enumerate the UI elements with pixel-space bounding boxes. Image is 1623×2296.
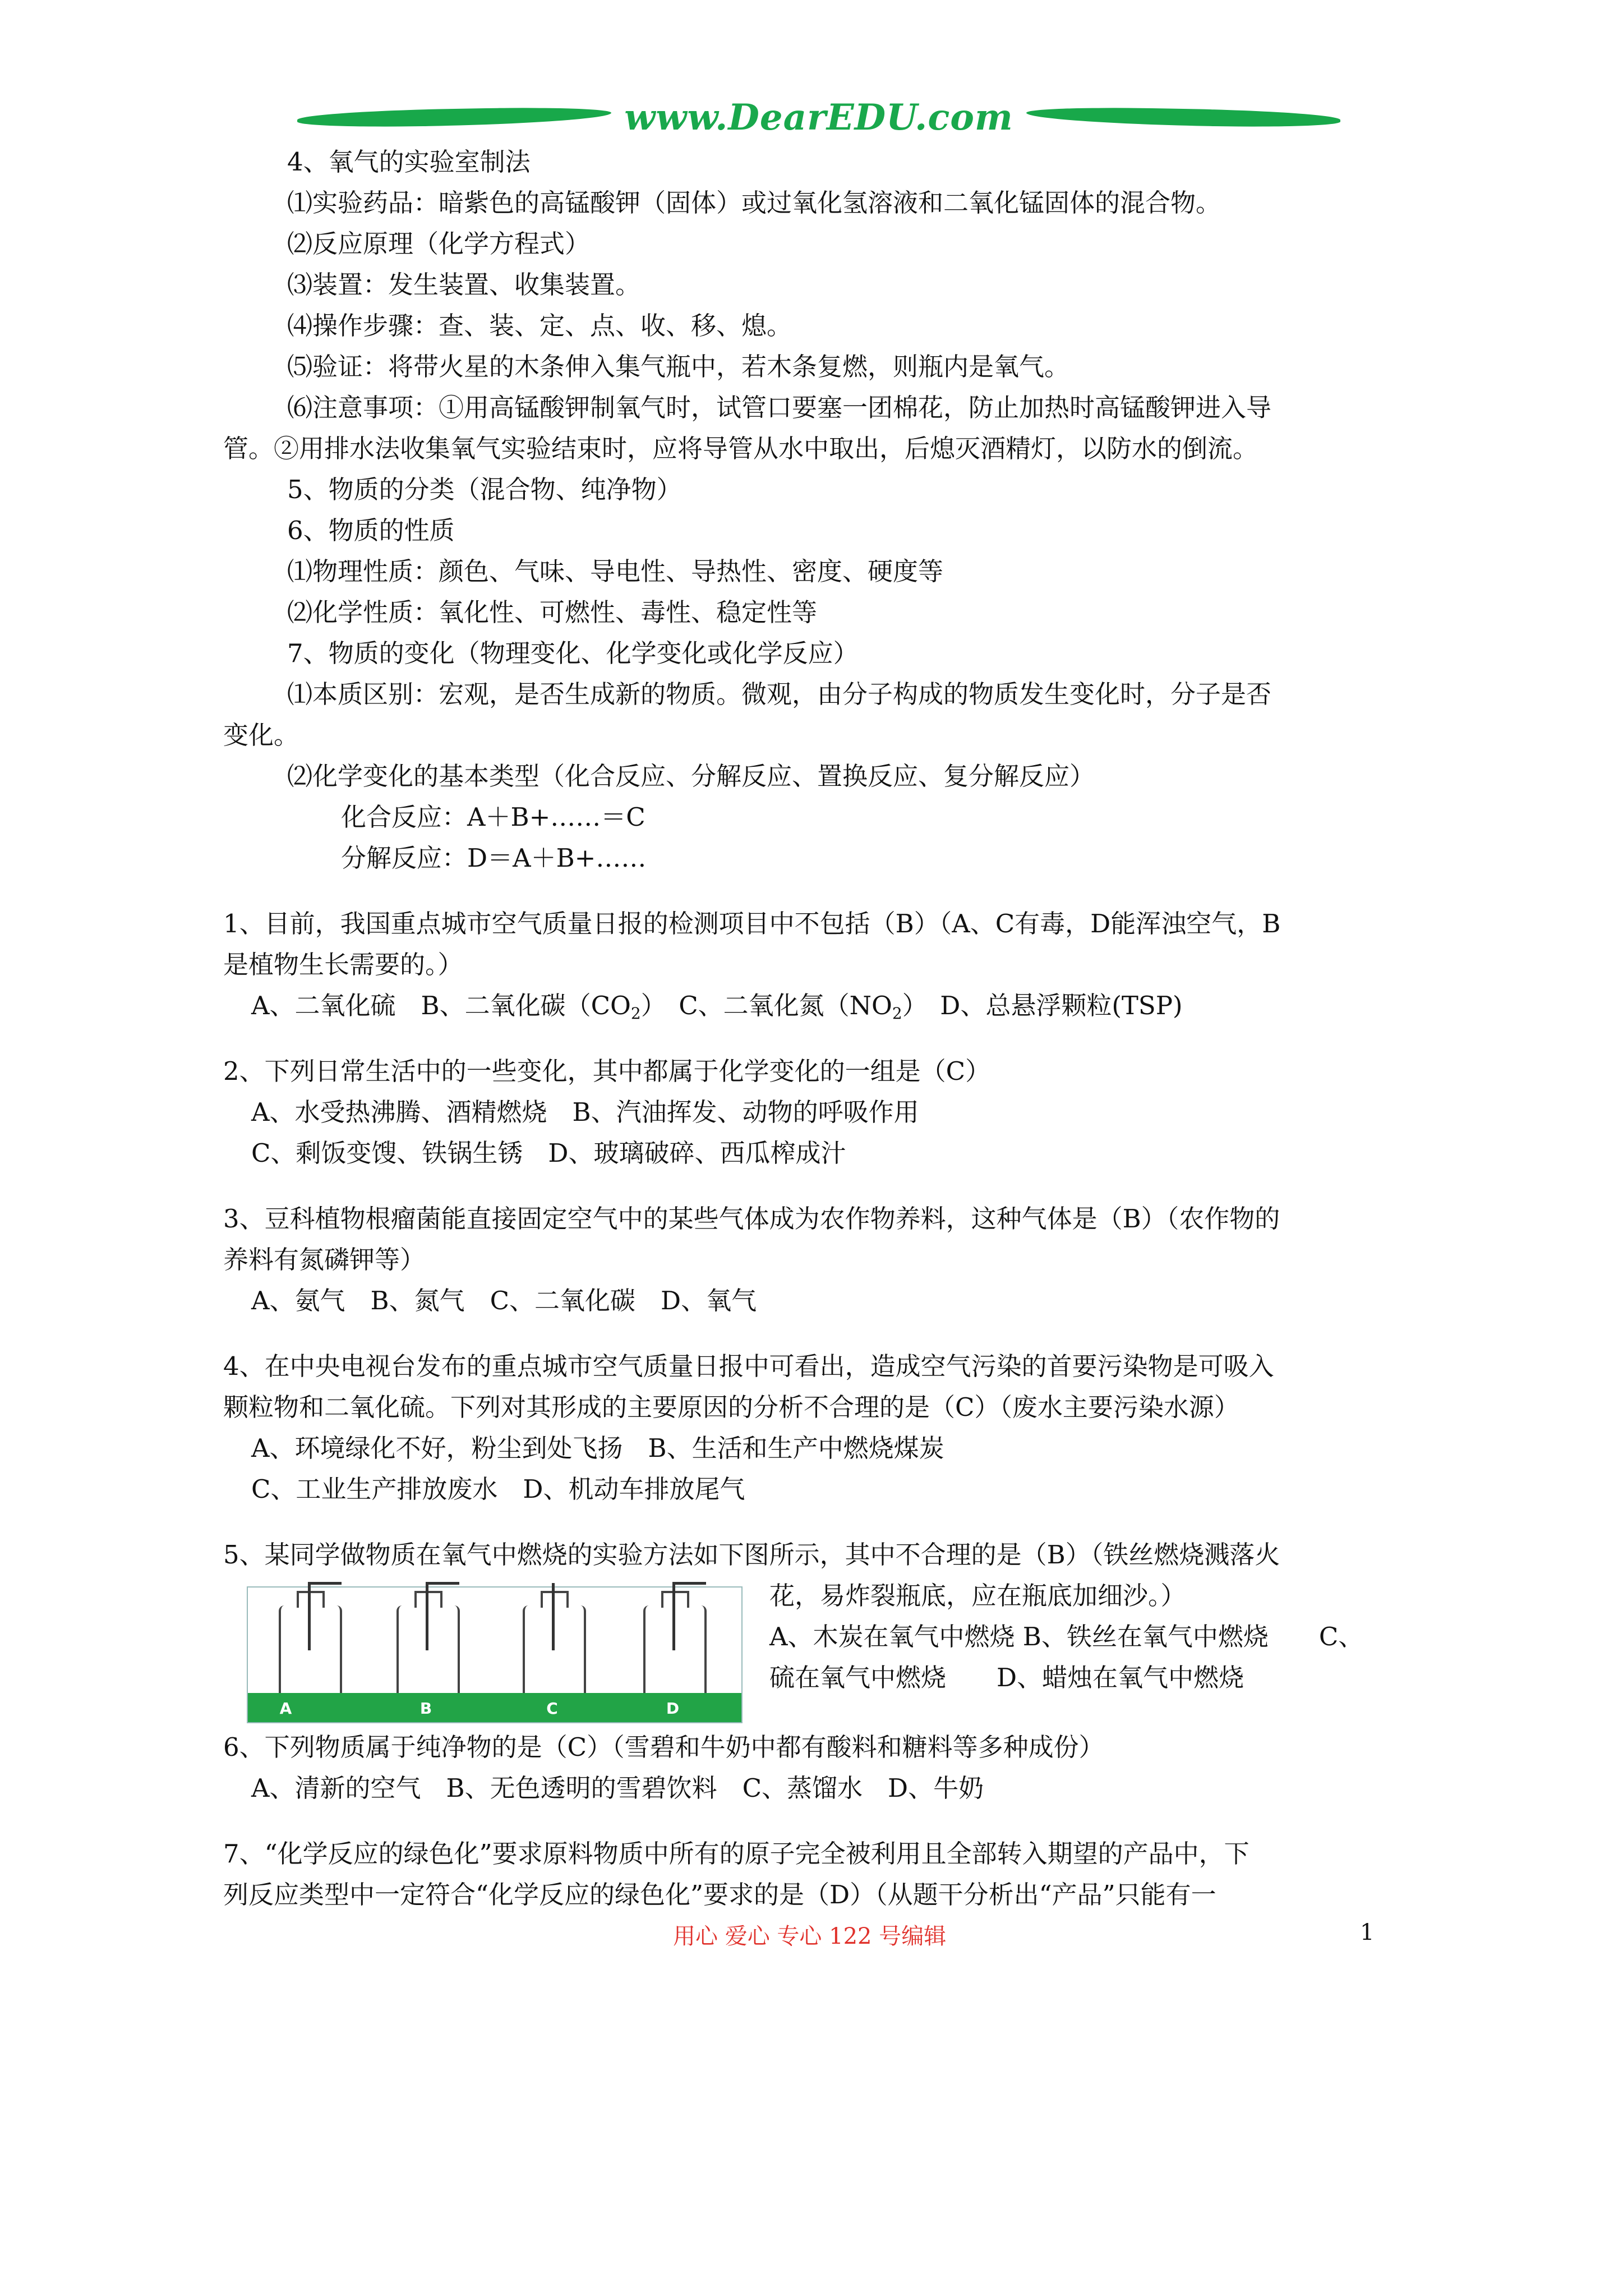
text-line: ⑶装置：发生装置、收集装置。 xyxy=(287,270,641,300)
site-logo[interactable]: www.DearEDU.com xyxy=(624,96,1013,139)
figure-label-b: B xyxy=(419,1699,432,1718)
question-4-cont: 颗粒物和二氧化硫。下列对其形成的主要原因的分析不合理的是（C）（废水主要污染水源） xyxy=(223,1392,1239,1422)
question-2-options: C、剩饭变馊、铁锅生锈 D、玻璃破碎、西瓜榨成汁 xyxy=(251,1138,846,1168)
question-2-options: A、水受热沸腾、酒精燃烧 B、汽油挥发、动物的呼吸作用 xyxy=(251,1097,919,1127)
bottle-c-icon xyxy=(523,1605,586,1702)
option-text: ） C、二氧化氮（NO xyxy=(640,991,892,1020)
bottle-d-icon xyxy=(643,1605,707,1702)
header-swoosh-left xyxy=(297,106,611,128)
question-3-options: A、氨气 B、氮气 C、二氧化碳 D、氧气 xyxy=(251,1286,757,1315)
text-line: ⑴物理性质：颜色、气味、导电性、导热性、密度、硬度等 xyxy=(287,556,944,586)
text-line: 管。②用排水法收集氧气实验结束时，应将导管从水中取出，后熄灭酒精灯，以防水的倒流。 xyxy=(223,434,1258,463)
section-heading: 4、氧气的实验室制法 xyxy=(287,147,531,177)
figure-label-d: D xyxy=(666,1699,680,1718)
question-4-options: C、工业生产排放废水 D、机动车排放尾气 xyxy=(251,1474,745,1504)
formula-line: 分解反应：D＝A＋B+…… xyxy=(341,843,647,873)
section-heading: 7、物质的变化（物理变化、化学变化或化学反应） xyxy=(287,638,859,668)
figure-label-c: C xyxy=(546,1699,558,1718)
option-text: ） D、总悬浮颗粒(TSP) xyxy=(902,991,1183,1020)
question-7: 7、“化学反应的绿色化”要求原料物质中所有的原子完全被利用且全部转入期望的产品中，下 xyxy=(223,1839,1249,1869)
question-1: 1、目前，我国重点城市空气质量日报的检测项目中不包括（B）（A、C有毒，D能浑浊空气，B xyxy=(223,909,1281,938)
text-line: ⑵化学变化的基本类型（化合反应、分解反应、置换反应、复分解反应） xyxy=(287,761,1095,791)
text-line: ⑹注意事项：①用高锰酸钾制氧气时，试管口要塞一团棉花，防止加热时高锰酸钾进入导 xyxy=(287,393,1272,422)
text-line: ⑵反应原理（化学方程式） xyxy=(287,229,591,259)
footer-note: 用心 爱心 专心 122 号编辑 xyxy=(673,1924,947,1949)
subscript: 2 xyxy=(630,1004,641,1023)
combustion-figure xyxy=(247,1586,743,1723)
question-4-options: A、环境绿化不好，粉尘到处飞扬 B、生活和生产中燃烧煤炭 xyxy=(251,1433,944,1463)
question-3-cont: 养料有氮磷钾等） xyxy=(223,1245,426,1274)
header-banner xyxy=(292,96,1346,147)
text-line: 变化。 xyxy=(223,720,299,750)
section-heading: 5、物质的分类（混合物、纯净物） xyxy=(287,475,682,504)
formula-line: 化合反应：A＋B+……＝C xyxy=(341,802,645,832)
question-6-options: A、清新的空气 B、无色透明的雪碧饮料 C、蒸馏水 D、牛奶 xyxy=(251,1773,984,1803)
question-6: 6、下列物质属于纯净物的是（C）（雪碧和牛奶中都有酸料和糖料等多种成份） xyxy=(223,1732,1104,1762)
question-5: 5、某同学做物质在氧气中燃烧的实验方法如下图所示，其中不合理的是（B）（铁丝燃烧溅落火 xyxy=(223,1540,1280,1570)
question-5-options: A、木炭在氧气中燃烧 B、铁丝在氧气中燃烧 C、 xyxy=(769,1622,1364,1651)
question-4: 4、在中央电视台发布的重点城市空气质量日报中可看出，造成空气污染的首要污染物是可吸入 xyxy=(223,1351,1274,1381)
figure-label-a: A xyxy=(279,1699,292,1718)
question-5-cont: 花，易炸裂瓶底，应在瓶底加细沙。） xyxy=(769,1581,1186,1611)
text-line: ⑷操作步骤：查、装、定、点、收、移、熄。 xyxy=(287,311,792,341)
question-1-options xyxy=(251,990,1183,1022)
text-line: ⑸验证：将带火星的木条伸入集气瓶中，若木条复燃，则瓶内是氧气。 xyxy=(287,352,1070,381)
question-5-options: 硫在氧气中燃烧 D、蜡烛在氧气中燃烧 xyxy=(769,1663,1244,1692)
header-swoosh-right xyxy=(1026,106,1340,128)
question-1-cont: 是植物生长需要的。） xyxy=(223,950,463,979)
text-line: ⑴本质区别：宏观，是否生成新的物质。微观，由分子构成的物质发生变化时，分子是否 xyxy=(287,679,1272,709)
text-line: ⑴实验药品：暗紫色的高锰酸钾（固体）或过氧化氢溶液和二氧化锰固体的混合物。 xyxy=(287,188,1221,218)
text-line: ⑵化学性质：氧化性、可燃性、毒性、稳定性等 xyxy=(287,597,818,627)
subscript: 2 xyxy=(892,1004,902,1023)
page-number: 1 xyxy=(1360,1920,1375,1945)
question-2: 2、下列日常生活中的一些变化，其中都属于化学变化的一组是（C） xyxy=(223,1056,991,1086)
question-3: 3、豆科植物根瘤菌能直接固定空气中的某些气体成为农作物养料，这种气体是（B）（农作物的 xyxy=(223,1204,1280,1234)
section-heading: 6、物质的性质 xyxy=(287,516,455,545)
option-text: A、二氧化硫 B、二氧化碳（CO xyxy=(251,991,631,1020)
question-7-cont: 列反应类型中一定符合“化学反应的绿色化”要求的是（D）（从题干分析出“产品”只能有一 xyxy=(223,1880,1216,1910)
bottle-a-icon xyxy=(279,1605,342,1702)
bottle-b-icon xyxy=(396,1605,460,1702)
